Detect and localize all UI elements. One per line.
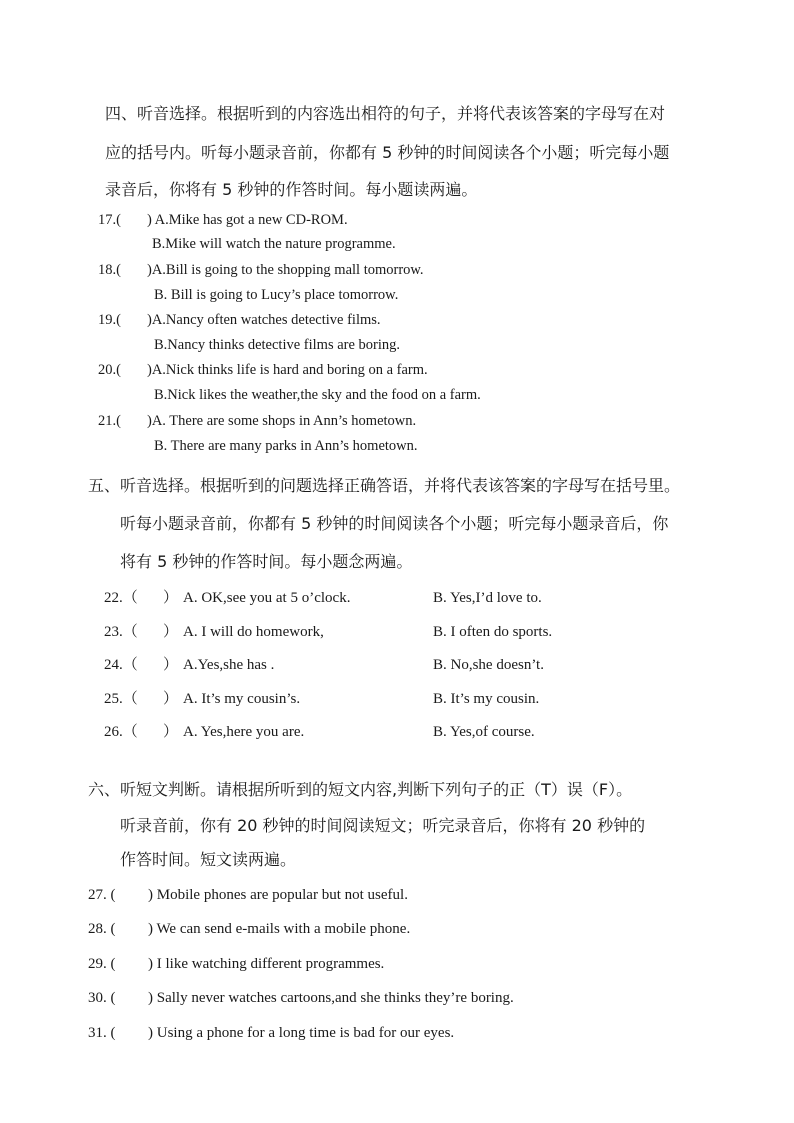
q17-number: 17.(	[98, 212, 121, 228]
q24-paren-close: ）	[163, 657, 179, 673]
q25-option-a: A. It’s my cousin’s.	[183, 691, 301, 707]
q31-statement: ) Using a phone for a long time is bad for our eyes.	[148, 1025, 455, 1041]
q22-option-a: A. OK,see you at 5 o’clock.	[183, 590, 351, 606]
section5-heading-line3: 将有 5 秒钟的作答时间。每小题念两遍。	[120, 552, 413, 571]
q18-option-a: )A.Bill is going to the shopping mall tomorrow.	[147, 262, 424, 278]
q20-number: 20.(	[98, 362, 121, 378]
q30-number: 30. (	[88, 990, 116, 1006]
q23-paren-close: ）	[163, 624, 179, 640]
section4-heading-line2: 应的括号内。听每小题录音前，你都有 5 秒钟的时间阅读各个小题；听完每小题	[105, 143, 670, 162]
q21-option-a: )A. There are some shops in Ann’s hometown.	[147, 413, 417, 429]
q18-number: 18.(	[98, 262, 121, 278]
section4-heading-line1: 四、听音选择。根据听到的内容选出相符的句子，并将代表该答案的字母写在对	[105, 104, 666, 123]
q18-option-b: B. Bill is going to Lucy’s place tomorrow.	[154, 287, 399, 303]
q17-option-a: ) A.Mike has got a new CD-ROM.	[147, 212, 348, 228]
section6-heading-line3: 作答时间。短文读两遍。	[120, 850, 297, 869]
section6-heading-line2: 听录音前，你有 20 秒钟的时间阅读短文；听完录音后，你将有 20 秒钟的	[120, 816, 646, 835]
section6-heading-line1: 六、听短文判断。请根据所听到的短文内容,判断下列句子的正（T）误（F）。	[88, 780, 633, 799]
q28-statement: ) We can send e-mails with a mobile phone.	[148, 921, 411, 937]
q23-option-a: A. I will do homework,	[183, 624, 324, 640]
q19-number: 19.(	[98, 312, 121, 328]
q24-option-a: A.Yes,she has .	[183, 657, 275, 673]
q24-option-b: B. No,she doesn’t.	[433, 657, 544, 673]
q20-option-b: B.Nick likes the weather,the sky and the food on a farm.	[154, 387, 481, 403]
q26-option-a: A. Yes,here you are.	[183, 724, 305, 740]
q22-number: 22.（	[104, 590, 138, 606]
q25-paren-close: ）	[163, 691, 179, 707]
q26-number: 26.（	[104, 724, 138, 740]
q22-option-b: B. Yes,I’d love to.	[433, 590, 542, 606]
section4-heading-line3: 录音后，你将有 5 秒钟的作答时间。每小题读两遍。	[105, 180, 478, 199]
q25-option-b: B. It’s my cousin.	[433, 691, 540, 707]
q31-number: 31. (	[88, 1025, 116, 1041]
q30-statement: ) Sally never watches cartoons,and she thinks they’re boring.	[148, 990, 514, 1006]
q27-number: 27. (	[88, 887, 116, 903]
q22-paren-close: ）	[163, 590, 179, 606]
q20-option-a: )A.Nick thinks life is hard and boring on a farm.	[147, 362, 428, 378]
q23-number: 23.（	[104, 624, 138, 640]
q21-number: 21.(	[98, 413, 121, 429]
q28-number: 28. (	[88, 921, 116, 937]
section5-heading-line1: 五、听音选择。根据听到的问题选择正确答语，并将代表该答案的字母写在括号里。	[88, 476, 681, 495]
q25-number: 25.（	[104, 691, 138, 707]
q23-option-b: B. I often do sports.	[433, 624, 553, 640]
q26-paren-close: ）	[163, 724, 179, 740]
q29-number: 29. (	[88, 956, 116, 972]
q26-option-b: B. Yes,of course.	[433, 724, 535, 740]
q21-option-b: B. There are many parks in Ann’s hometown.	[154, 438, 418, 454]
q29-statement: ) I like watching different programmes.	[148, 956, 385, 972]
q27-statement: ) Mobile phones are popular but not useful.	[148, 887, 408, 903]
section5-heading-line2: 听每小题录音前，你都有 5 秒钟的时间阅读各个小题；听完每小题录音后，你	[120, 514, 669, 533]
q24-number: 24.（	[104, 657, 138, 673]
q17-option-b: B.Mike will watch the nature programme.	[152, 236, 396, 252]
q19-option-b: B.Nancy thinks detective films are boring.	[154, 337, 401, 353]
q19-option-a: )A.Nancy often watches detective films.	[147, 312, 381, 328]
